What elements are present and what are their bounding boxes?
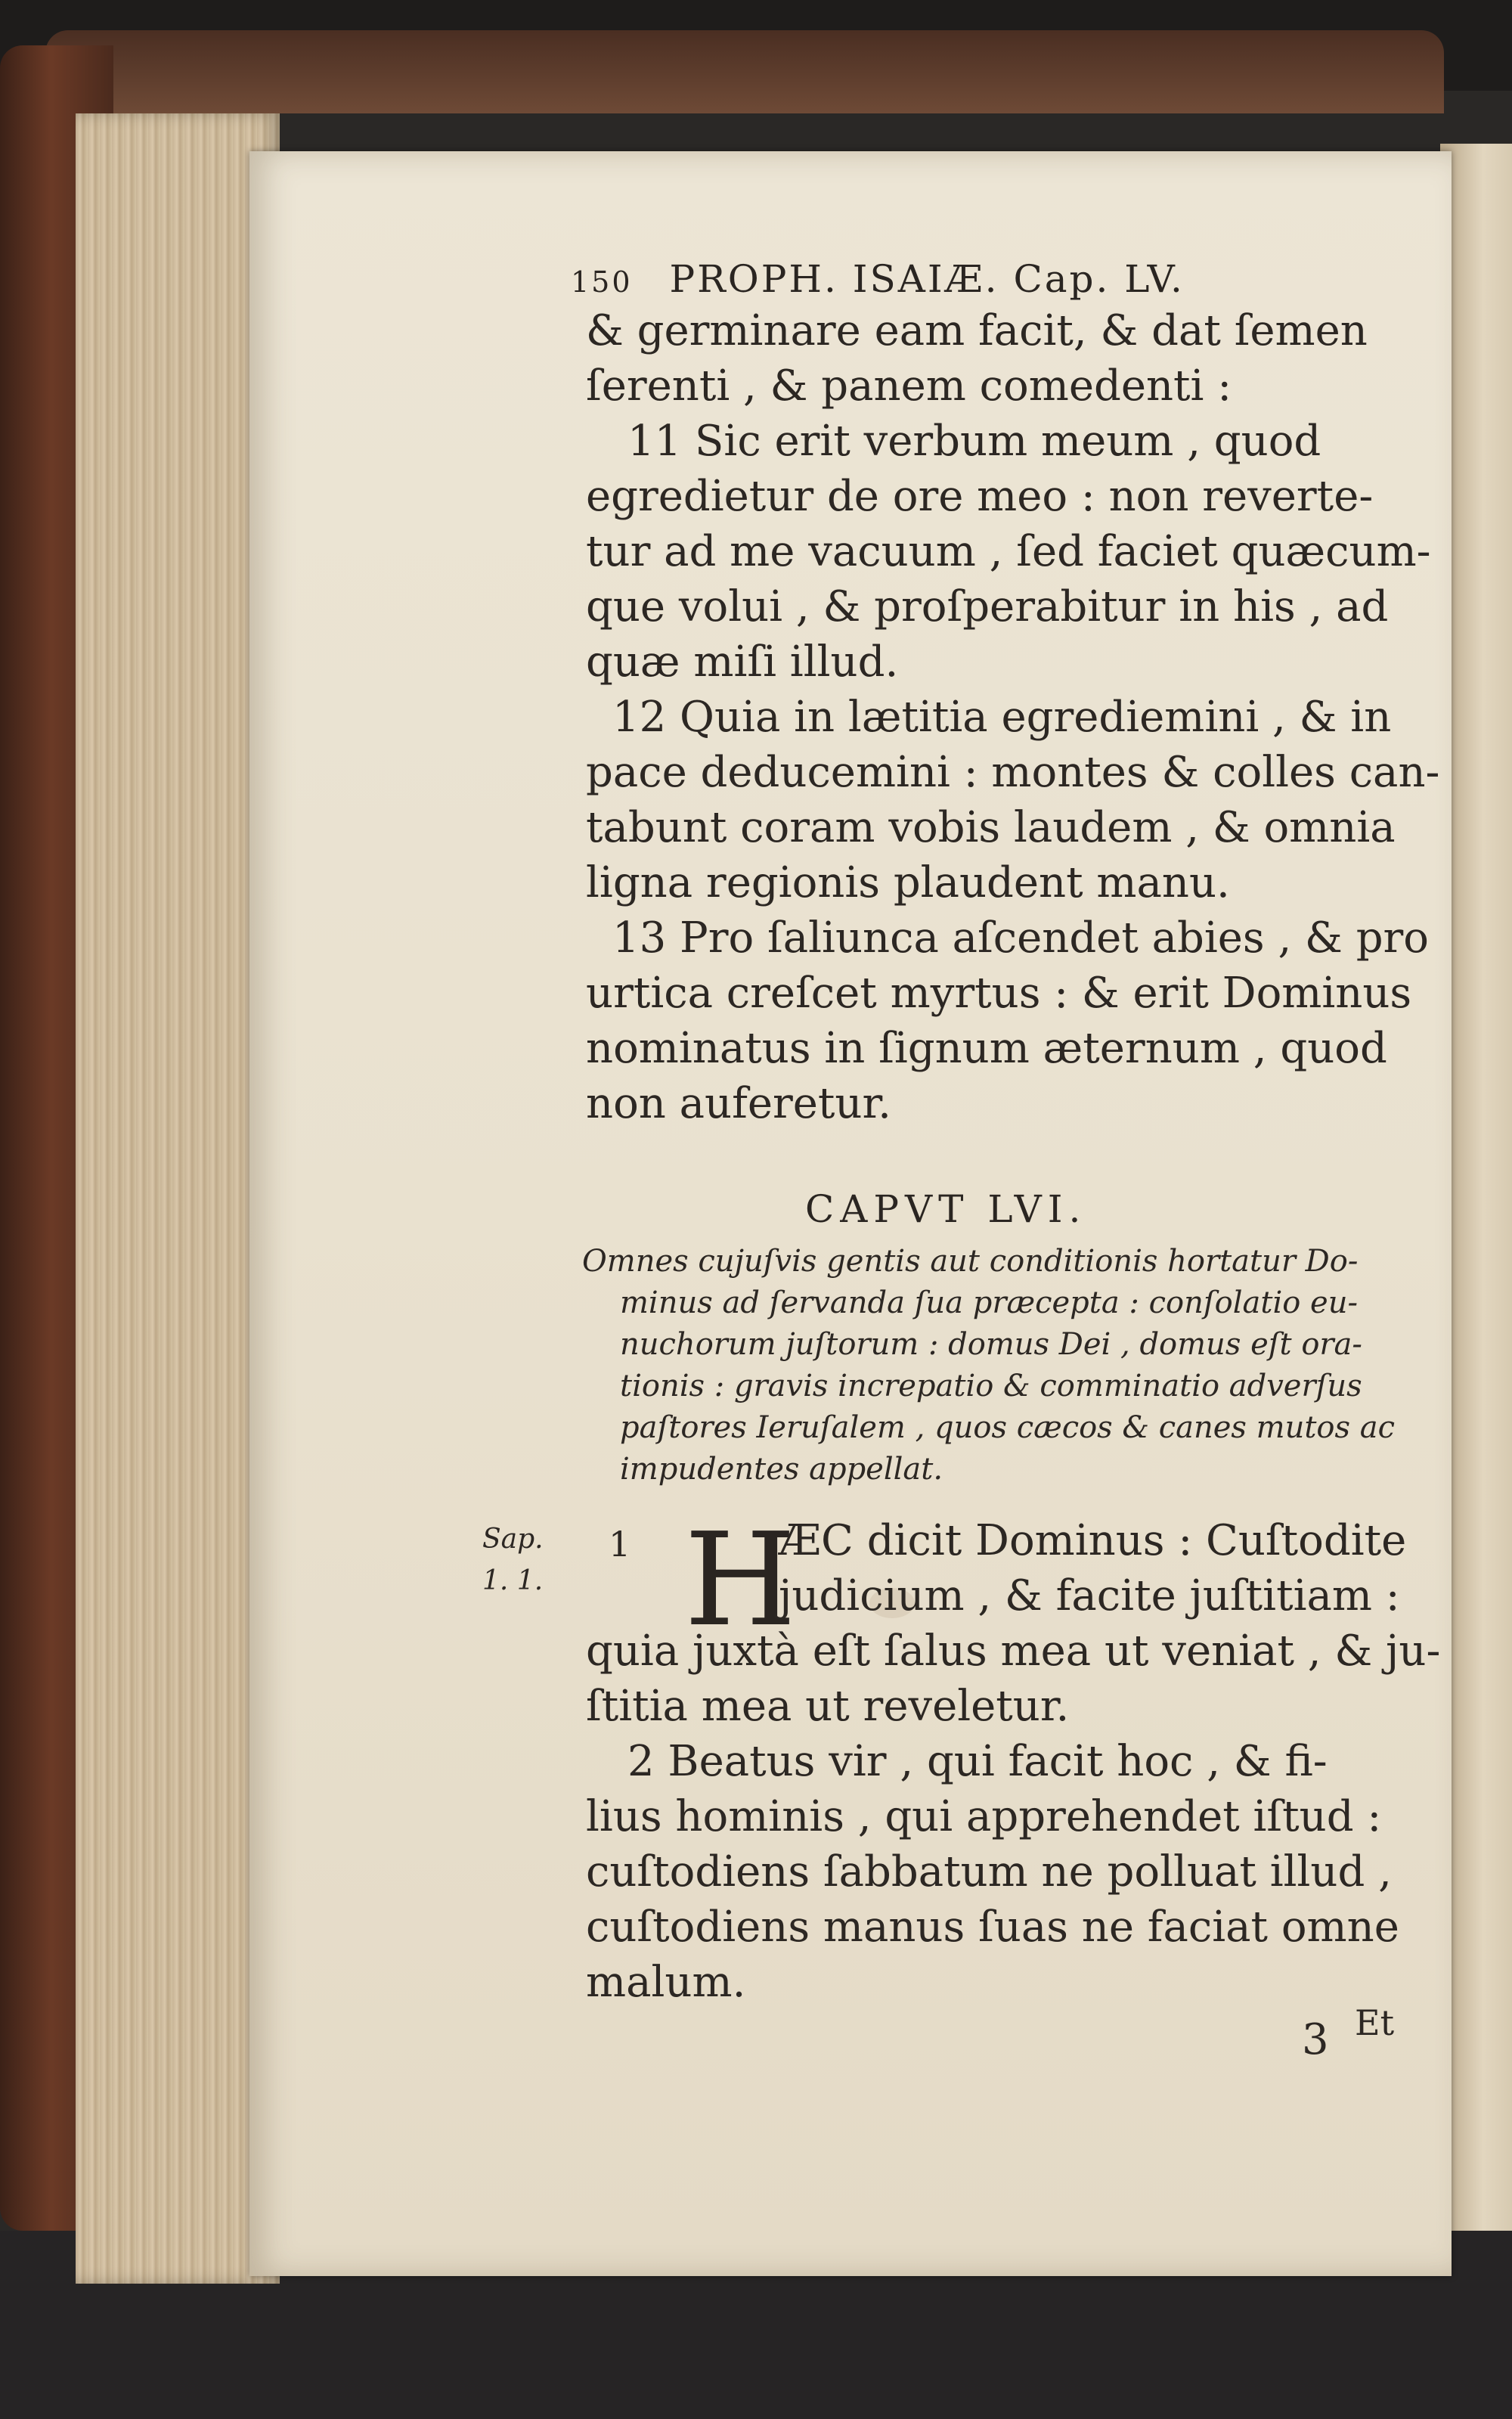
- body-line: quæ miſi illud.: [586, 637, 899, 687]
- body-line: egredietur de ore meo : non reverte-: [586, 472, 1374, 521]
- body-line: ſerenti , & panem comedenti :: [586, 361, 1232, 411]
- body-line: non auferetur.: [586, 1079, 891, 1128]
- summary-line: Omnes cujuſvis gentis aut conditionis hortatur Do-: [582, 1244, 1359, 1279]
- summary-line: tionis : gravis increpatio & comminatio adverſus: [620, 1369, 1362, 1403]
- summary-line: paſtores Ieruſalem , quos cæcos & canes mutos ac: [620, 1410, 1395, 1445]
- body-line: 11 Sic erit verbum meum , quod: [627, 417, 1321, 466]
- body-line: ſtitia mea ut reveletur.: [586, 1682, 1070, 1731]
- body-line: tabunt coram vobis laudem , & omnia: [586, 803, 1396, 852]
- body-line: urtica creſcet myrtus : & erit Dominus: [586, 969, 1412, 1018]
- running-header: [571, 257, 1185, 301]
- body-line: que volui , & proſperabitur in his , ad: [586, 582, 1389, 631]
- body-line: malum.: [586, 1958, 746, 2007]
- catchword: Et: [1355, 2002, 1395, 2043]
- summary-line: nuchorum juſtorum : domus Dei , domus eſt ora-: [620, 1327, 1362, 1362]
- body-line: 13 Pro ſaliunca aſcendet abies , & pro: [612, 913, 1430, 963]
- body-line: 12 Quia in lætitia egrediemini , & in: [612, 693, 1392, 742]
- body-line: quia juxtà eſt ſalus mea ut veniat , & ju-: [586, 1627, 1441, 1676]
- body-line: lius hominis , qui apprehendet iſtud :: [586, 1792, 1382, 1841]
- margin-reference: 1. 1.: [482, 1565, 544, 1596]
- page-number: 150: [571, 265, 633, 299]
- summary-line: minus ad ſervanda ſua præcepta : conſolatio eu-: [620, 1285, 1358, 1320]
- book-cover-top: [45, 30, 1444, 113]
- body-line: & germinare eam facit, & dat ſemen: [586, 306, 1368, 355]
- body-line: cuſtodiens manus ſuas ne faciat omne: [586, 1903, 1399, 1952]
- body-line: nominatus in ſignum æternum , quod: [586, 1024, 1387, 1073]
- summary-line: impudentes appellat.: [620, 1452, 943, 1487]
- verse-number: 1: [609, 1524, 631, 1565]
- body-line: tur ad me vacuum , ſed faciet quæcum-: [586, 527, 1431, 576]
- drop-cap: H: [684, 1506, 797, 1655]
- body-line: pace deducemini : montes & colles can-: [586, 748, 1440, 797]
- margin-reference: Sap.: [482, 1524, 544, 1555]
- body-line: 2 Beatus vir , qui facit hoc , & fi-: [627, 1737, 1328, 1786]
- body-line: judicium , & facite juſtitiam :: [779, 1571, 1400, 1620]
- body-line: ÆC dicit Dominus : Cuſtodite: [779, 1516, 1407, 1565]
- body-line: cuſtodiens ſabbatum ne polluat illud ,: [586, 1847, 1392, 1896]
- running-title: PROPH. ISAIÆ. Cap. LV.: [669, 257, 1185, 301]
- body-line: ligna regionis plaudent manu.: [586, 858, 1230, 907]
- catchword-verse-number: 3: [1302, 2015, 1329, 2064]
- chapter-heading: CAPVT LVI.: [805, 1187, 1087, 1231]
